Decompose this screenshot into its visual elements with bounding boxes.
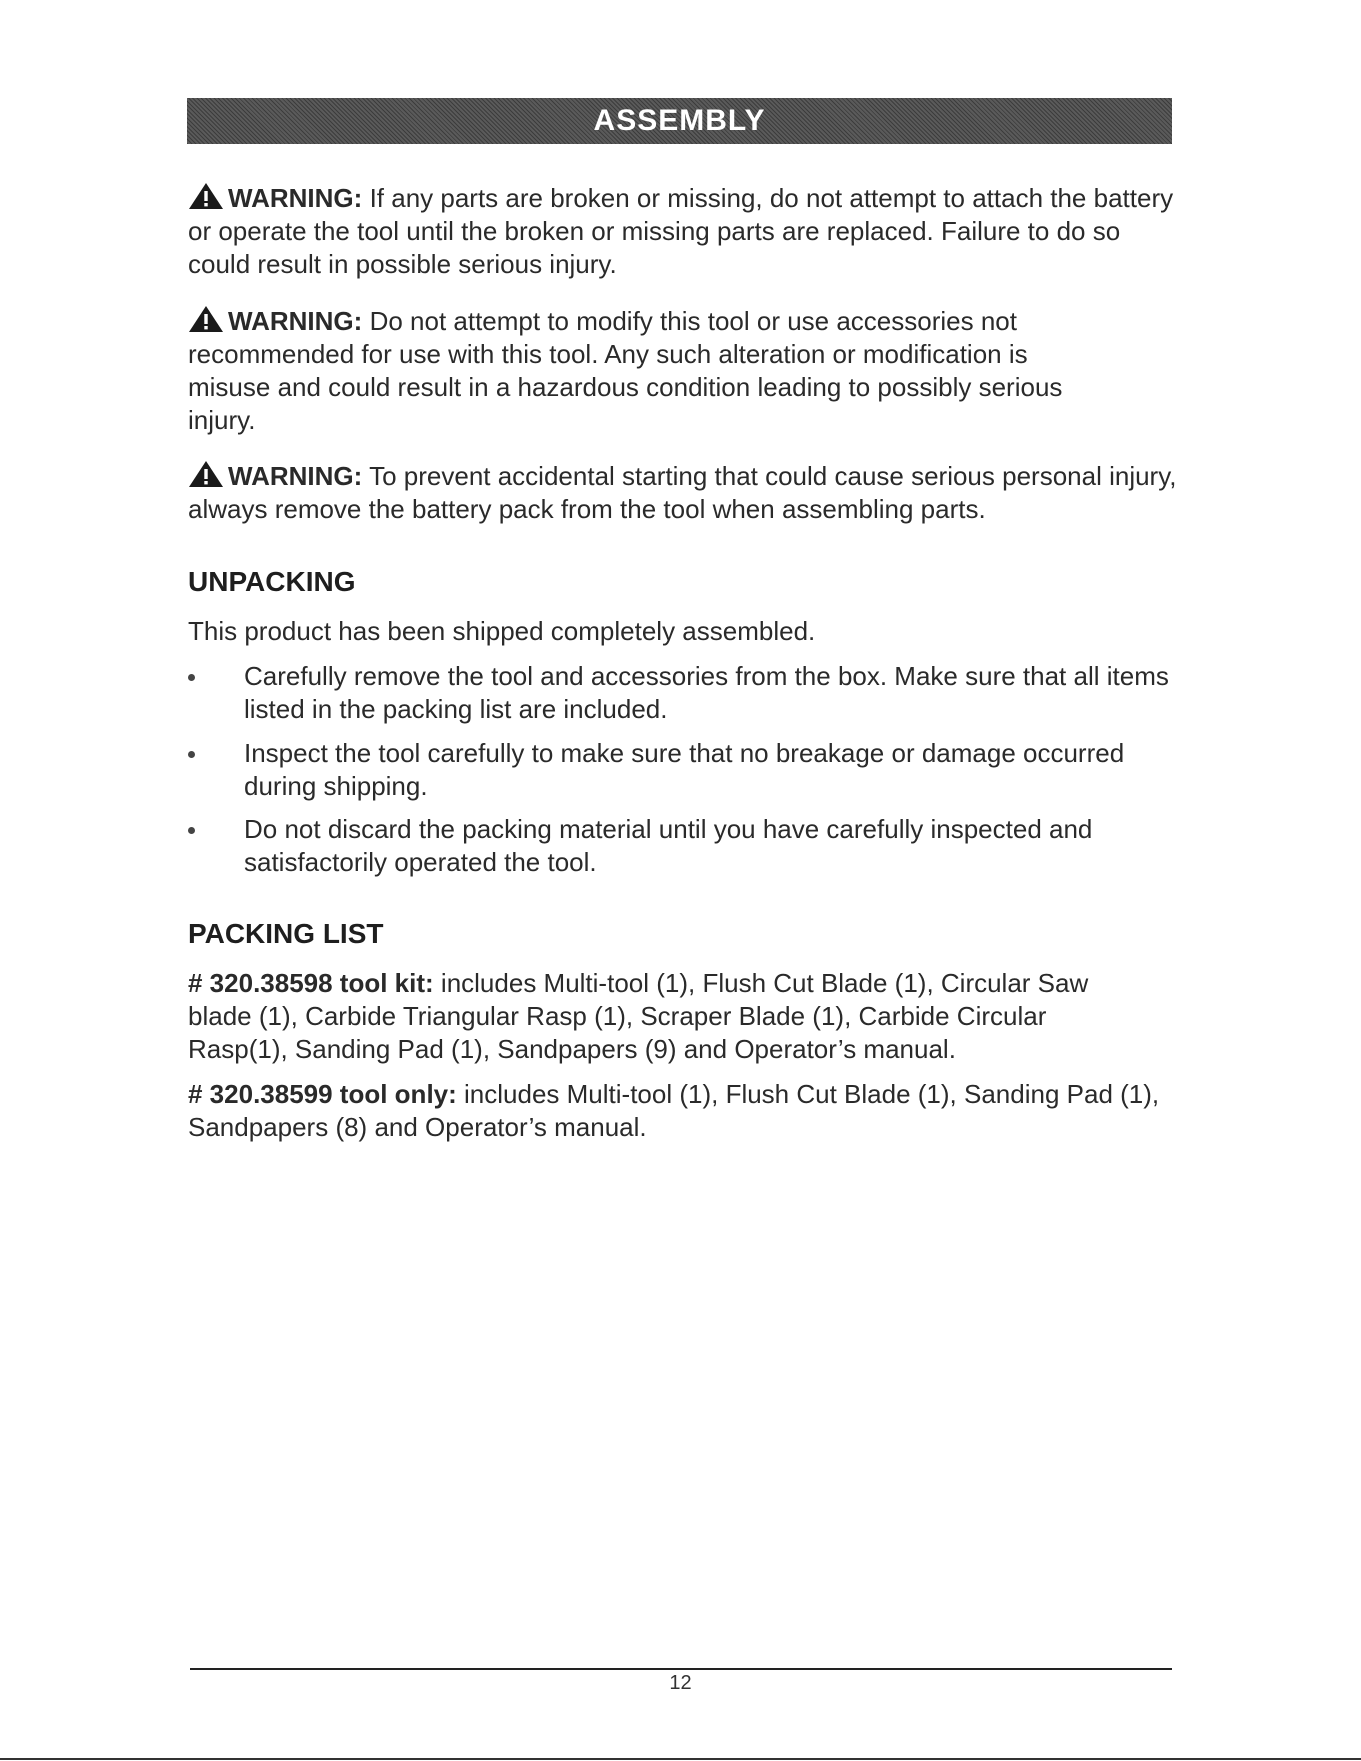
kit-number-label: # 320.38598 tool kit:: [188, 968, 434, 998]
warning-label: WARNING:: [228, 461, 363, 491]
warning-text: Do not attempt to modify this tool or use accessories not recommended for use with this tool. Any such alteration or modification is misuse and could result in a hazardous condition leading to possibly serious injury.: [188, 306, 1063, 435]
packing-list-heading: PACKING LIST: [188, 918, 384, 949]
footer-divider: [190, 1668, 1172, 1670]
warning-triangle-icon: [188, 182, 224, 210]
warning-triangle-icon: [188, 305, 224, 333]
warning-triangle-icon: [188, 460, 224, 488]
warning-text: To prevent accidental starting that could cause serious personal injury, always remove the battery pack from the tool when assembling parts.: [188, 461, 1177, 524]
unpacking-intro: This product has been shipped completely assembled.: [188, 616, 816, 646]
warning-paragraph: [188, 460, 1178, 526]
section-header-bar: [187, 98, 1172, 144]
page-number: 12: [669, 1672, 692, 1694]
bullet-icon: [188, 827, 195, 834]
unpacking-heading: UNPACKING: [188, 566, 356, 597]
kit-contents: includes Multi-tool (1), Flush Cut Blade (1), Sanding Pad (1), Sandpapers (8) and Operator’s manual.: [188, 1079, 1160, 1142]
kit-contents: includes Multi-tool (1), Flush Cut Blade (1), Circular Saw blade (1), Carbide Triangular Rasp (1), Scraper Blade (1), Carbide Circular Rasp(1), Sanding Pad (1), Sandpapers (9) and Operator’s manual.: [188, 968, 1089, 1064]
warning-paragraph: [188, 182, 1178, 281]
kit-number-label: # 320.38599 tool only:: [188, 1079, 457, 1109]
section-title: ASSEMBLY: [593, 104, 766, 137]
warning-text: If any parts are broken or missing, do not attempt to attach the battery or operate the tool until the broken or missing parts are replaced. Failure to do so could result in possible serious injury.: [188, 183, 1174, 279]
bullet-icon: [188, 751, 195, 758]
warning-label: WARNING:: [228, 183, 363, 213]
warning-label: WARNING:: [228, 306, 363, 336]
warning-paragraph: [188, 305, 1088, 437]
packing-list-item: [188, 967, 1148, 1066]
list-item-text: Carefully remove the tool and accessories from the box. Make sure that all items listed in the packing list are included.: [244, 661, 1169, 724]
packing-list-item: [188, 1078, 1178, 1144]
list-item-text: Inspect the tool carefully to make sure that no breakage or damage occurred during shipping.: [244, 738, 1125, 801]
page-edge-line: [0, 1758, 1361, 1760]
bullet-icon: [188, 674, 195, 681]
list-item-text: Do not discard the packing material until you have carefully inspected and satisfactorily operated the tool.: [244, 814, 1093, 877]
